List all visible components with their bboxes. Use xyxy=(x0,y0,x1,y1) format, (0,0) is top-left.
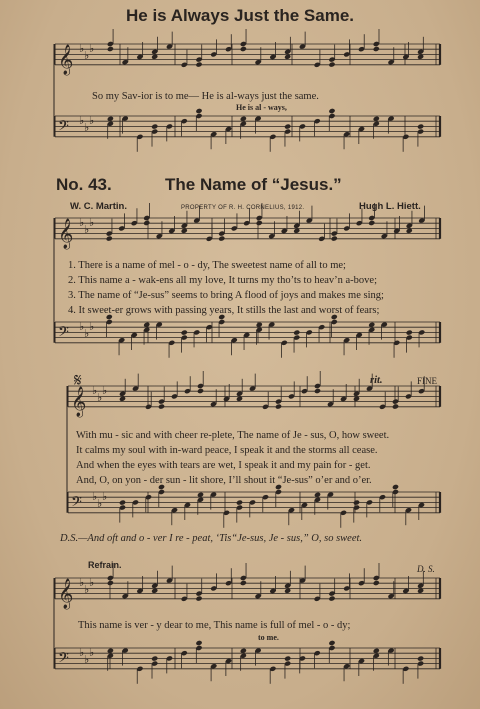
flat-sign-icon: ♭ xyxy=(97,391,103,404)
note-head xyxy=(181,330,188,336)
prev-hymn-lyric: So my Sav-ior is to me— He is al-ways just the same. xyxy=(92,91,319,102)
flat-sign-icon: ♭ xyxy=(92,490,98,503)
note-head xyxy=(256,220,263,226)
treble-clef-icon: 𝄞 xyxy=(58,44,74,75)
note-head xyxy=(218,236,225,242)
flat-sign-icon: ♭ xyxy=(84,327,90,340)
treble-clef-icon: 𝄞 xyxy=(71,386,87,417)
prev-hymn-alto-lyric: He is al - ways, xyxy=(236,103,287,112)
note-head xyxy=(143,220,150,226)
note-head xyxy=(314,388,321,394)
note-head xyxy=(236,500,243,506)
refrain-lyric: This name is ver - y dear to me, This name is full of mel - o - dy; xyxy=(78,620,351,631)
flat-sign-icon: ♭ xyxy=(92,384,98,397)
note-head xyxy=(331,236,338,242)
flat-sign-icon: ♭ xyxy=(79,320,85,333)
flat-sign-icon: ♭ xyxy=(84,653,90,666)
note-head xyxy=(195,640,202,646)
note-head xyxy=(368,220,375,226)
flat-sign-icon: ♭ xyxy=(84,223,90,236)
note-head xyxy=(275,404,282,410)
flat-sign-icon: ♭ xyxy=(89,114,95,127)
flat-sign-icon: ♭ xyxy=(84,121,90,134)
note-head xyxy=(158,404,165,410)
flat-sign-icon: ♭ xyxy=(79,576,85,589)
bass-clef-icon: 𝄢 xyxy=(58,649,69,670)
note-head xyxy=(328,108,335,114)
ds-mark: D. S. xyxy=(417,564,435,574)
flat-sign-icon: ♭ xyxy=(89,42,95,55)
note-head xyxy=(106,236,113,242)
flat-sign-icon: ♭ xyxy=(89,576,95,589)
bass-clef-icon: 𝄢 xyxy=(58,117,69,138)
note-head xyxy=(151,124,158,130)
segno-icon: 𝄋 xyxy=(74,370,82,390)
note-head xyxy=(284,124,291,130)
note-head xyxy=(293,330,300,336)
note-head xyxy=(195,596,202,602)
prev-hymn-title: He is Always Just the Same. xyxy=(125,6,355,25)
flat-sign-icon: ♭ xyxy=(79,646,85,659)
refrain-alto-lyric: to me. xyxy=(258,633,279,642)
flat-sign-icon: ♭ xyxy=(79,216,85,229)
verse-4-line-a: 4. It sweet-er grows with passing years, It stills the last and worst of fears; xyxy=(68,305,380,316)
note-head xyxy=(417,124,424,130)
note-head xyxy=(373,46,380,52)
verse-3-line-b: And when the eyes with tears are wet, I speak it and my pain for - get. xyxy=(76,460,371,471)
note-head xyxy=(392,404,399,410)
bass-clef-icon: 𝄢 xyxy=(71,493,82,514)
hymn-composer: Hugh L. Hiett. xyxy=(359,201,421,212)
note-head xyxy=(328,640,335,646)
dal-segno-line: D.S.—And oft and o - ver I re - peat, ‘Tis“Je-sus, Je - sus,” O, so sweet. xyxy=(60,533,363,544)
flat-sign-icon: ♭ xyxy=(79,114,85,127)
flat-sign-icon: ♭ xyxy=(89,646,95,659)
hymn-title: The Name of “Jesus.” xyxy=(165,175,342,194)
hymn-number: No. 43. xyxy=(56,175,112,194)
treble-clef-icon: 𝄞 xyxy=(58,218,74,249)
note-head xyxy=(240,46,247,52)
flat-sign-icon: ♭ xyxy=(102,490,108,503)
note-head xyxy=(107,46,114,52)
note-head xyxy=(197,388,204,394)
flat-sign-icon: ♭ xyxy=(102,384,108,397)
refrain-label: Refrain. xyxy=(88,560,122,570)
note-head xyxy=(417,656,424,662)
flat-sign-icon: ♭ xyxy=(84,49,90,62)
bass-clef-icon: 𝄢 xyxy=(58,323,69,344)
note-head xyxy=(119,500,126,506)
note-head xyxy=(406,330,413,336)
note-head xyxy=(107,580,114,586)
note-head xyxy=(328,596,335,602)
note-head xyxy=(195,62,202,68)
hymn-author: W. C. Martin. xyxy=(70,201,127,212)
note-head xyxy=(373,580,380,586)
verse-2-line-b: It calms my soul with in-ward peace, I speak it and the storms all cease. xyxy=(76,445,378,456)
fine-mark: FINE xyxy=(417,376,437,386)
note-head xyxy=(240,580,247,586)
flat-sign-icon: ♭ xyxy=(89,216,95,229)
verse-1-line-b: With mu - sic and with cheer re-plete, The name of Je - sus, O, how sweet. xyxy=(76,430,390,441)
treble-clef-icon: 𝄞 xyxy=(58,578,74,609)
note-head xyxy=(353,500,360,506)
note-head xyxy=(151,656,158,662)
verse-3-line-a: 3. The name of “Je-sus” seems to bring A flood of joys and makes me sing; xyxy=(68,290,384,301)
verse-1-line-a: 1. There is a name of mel - o - dy, The sweetest name of all to me; xyxy=(68,260,346,271)
flat-sign-icon: ♭ xyxy=(84,583,90,596)
verse-2-line-a: 2. This name a - wak-ens all my love, It turns my tho’ts to heav’n a-bove; xyxy=(68,275,378,286)
flat-sign-icon: ♭ xyxy=(89,320,95,333)
note-head xyxy=(392,484,399,490)
verse-4-line-b: And, O, on yon - der sun - lit shore, I’ll shout it “Je-sus” o’er and o’er. xyxy=(76,475,372,486)
note-head xyxy=(284,656,291,662)
note-head xyxy=(195,108,202,114)
note-head xyxy=(328,62,335,68)
ritardando-mark: rit. xyxy=(370,375,383,386)
hymn-copyright: PROPERTY OF R. H. CORNELIUS, 1912. xyxy=(181,205,305,211)
flat-sign-icon: ♭ xyxy=(79,42,85,55)
flat-sign-icon: ♭ xyxy=(97,497,103,510)
